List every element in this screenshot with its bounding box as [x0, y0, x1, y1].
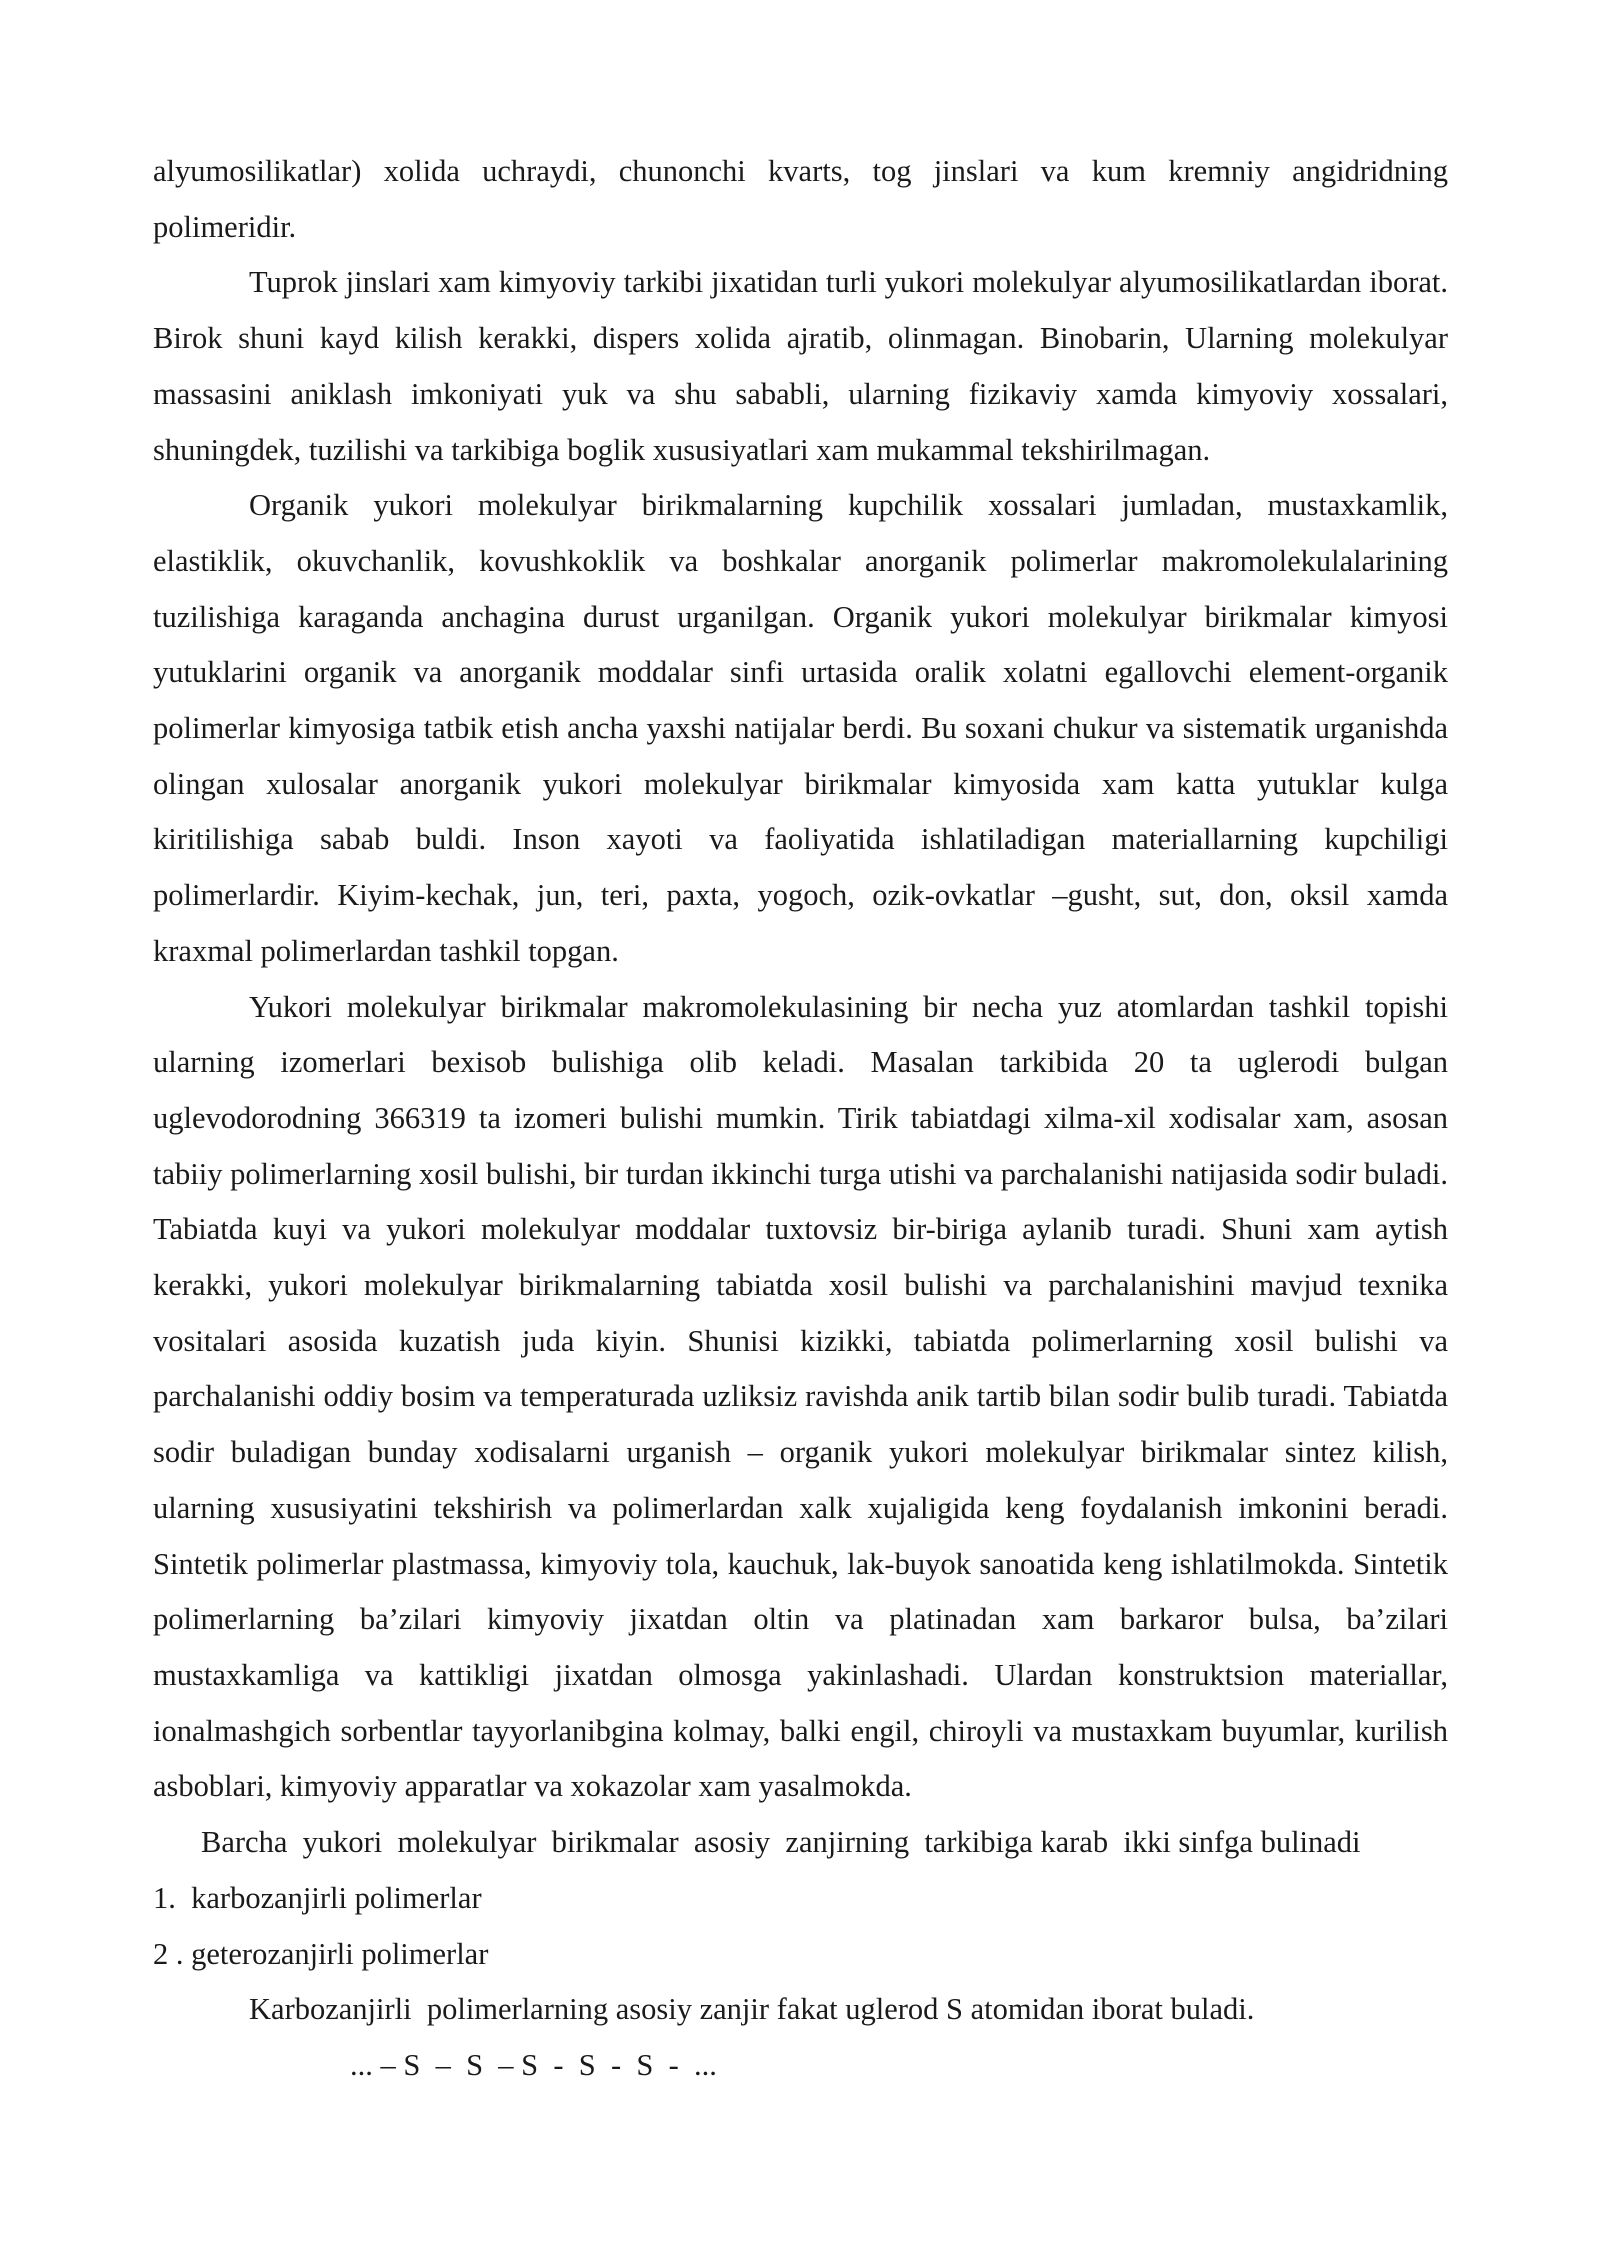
paragraph-organic-properties: Organik yukori molekulyar birikmalarning kupchilik xossalari jumladan, mustaxkamlik, elastiklik, okuvchanlik, kovushkoklik va boshkalar anorganik polimerlar makromolekulalarining tuzilishiga karaganda anchagina durust urganilgan. Organik yukori molekulyar birikmalar kimyosi yutuklarini organik va anorganik moddalar sinfi urtasida oralik xolatni egallovchi element-organik polimerlar kimyosiga tatbik etish ancha yaxshi natijalar berdi. Bu soxani chukur va sistematik urganishda olingan xulosalar anorganik yukori molekulyar birikmalar kimyosida xam katta yutuklar kulga kiritilishiga sabab buldi. Inson xayoti va faoliyatida ishlatiladigan materiallarning kupchiligi polimerlardir. Kiyim-kechak, jun, teri, paxta, yogoch, ozik-ovkatlar –gusht, sut, don, oksil xamda kraxmal polimerlardan tashkil topgan. [153, 488, 1448, 968]
carbochain-sentence: Karbozanjirli polimerlarning asosiy zanjir fakat uglerod S atomidan iborat buladi. [249, 1992, 1255, 2027]
classification-intro: Barcha yukori molekulyar birikmalar asosiy zanjirning tarkibiga karab ikki sinfga bulinadi [201, 1825, 1361, 1860]
chain-formula: ... – S – S – S - S - S - ... [350, 2047, 717, 2082]
paragraph-macromolecules: Yukori molekulyar birikmalar makromolekulasining bir necha yuz atomlardan tashkil topishi ularning izomerlari bexisob bulishiga olib keladi. Masalan tarkibida 20 ta uglerodi bulgan uglevodorodning 366319 ta izomeri bulishi mumkin. Tirik tabiatdagi xilma-xil xodisalar xam, asosan tabiiy polimerlarning xosil bulishi, bir turdan ikkinchi turga utishi va parchalanishi natijasida sodir buladi. Tabiatda kuyi va yukori molekulyar moddalar tuxtovsiz bir-biriga aylanib turadi. Shuni xam aytish kerakki, yukori molekulyar birikmalarning tabiatda xosil bulishi va parchalanishini mavjud texnika vositalari asosida kuzatish juda kiyin. Shunisi kizikki, tabiatda polimerlarning xosil bulishi va parchalanishi oddiy bosim va temperaturada uzliksiz ravishda anik tartib bilan sodir bulib turadi. Tabiatda sodir buladigan bunday xodisalarni urganish – organik yukori molekulyar birikmalar sintez kilish, ularning xususiyatini tekshirish va polimerlardan xalk xujaligida keng foydalanish imkonini beradi. Sintetik polimerlar plastmassa, kimyoviy tola, kauchuk, lak-buyok sanoatida keng ishlatilmokda. Sintetik polimerlarning ba’zilari kimyoviy jixatdan oltin va platinadan xam barkaror bulsa, ba’zilari mustaxkamliga va kattikligi jixatdan olmosga yakinlashadi. Ulardan konstruktsion materiallar, ionalmashgich sorbentlar tayyorlanibgina kolmay, balki engil, chiroyli va mustaxkam buyumlar, kurilish asboblari, kimyoviy apparatlar va xokazolar xam yasalmokda. [153, 989, 1448, 1804]
list-item-carbochain: 1. karbozanjirli polimerlar [153, 1880, 482, 1915]
document-page [153, 144, 1448, 2094]
paragraph-continuation: alyumosilikatlar) xolida uchraydi, chunonchi kvarts, tog jinslari va kum kremniy angidridning polimeridir. [153, 154, 1448, 244]
paragraph-soil-rocks: Tuprok jinslari xam kimyoviy tarkibi jixatidan turli yukori molekulyar alyumosilikatlardan iborat. Birok shuni kayd kilish kerakki, dispers xolida ajratib, olinmagan. Binobarin, Ularning molekulyar massasini aniklash imkoniyati yuk va shu sababli, ularning fizikaviy xamda kimyoviy xossalari, shuningdek, tuzilishi va tarkibiga boglik xususiyatlari xam mukammal tekshirilmagan. [153, 265, 1448, 467]
list-item-heterochain: 2 . geterozanjirli polimerlar [153, 1936, 489, 1971]
